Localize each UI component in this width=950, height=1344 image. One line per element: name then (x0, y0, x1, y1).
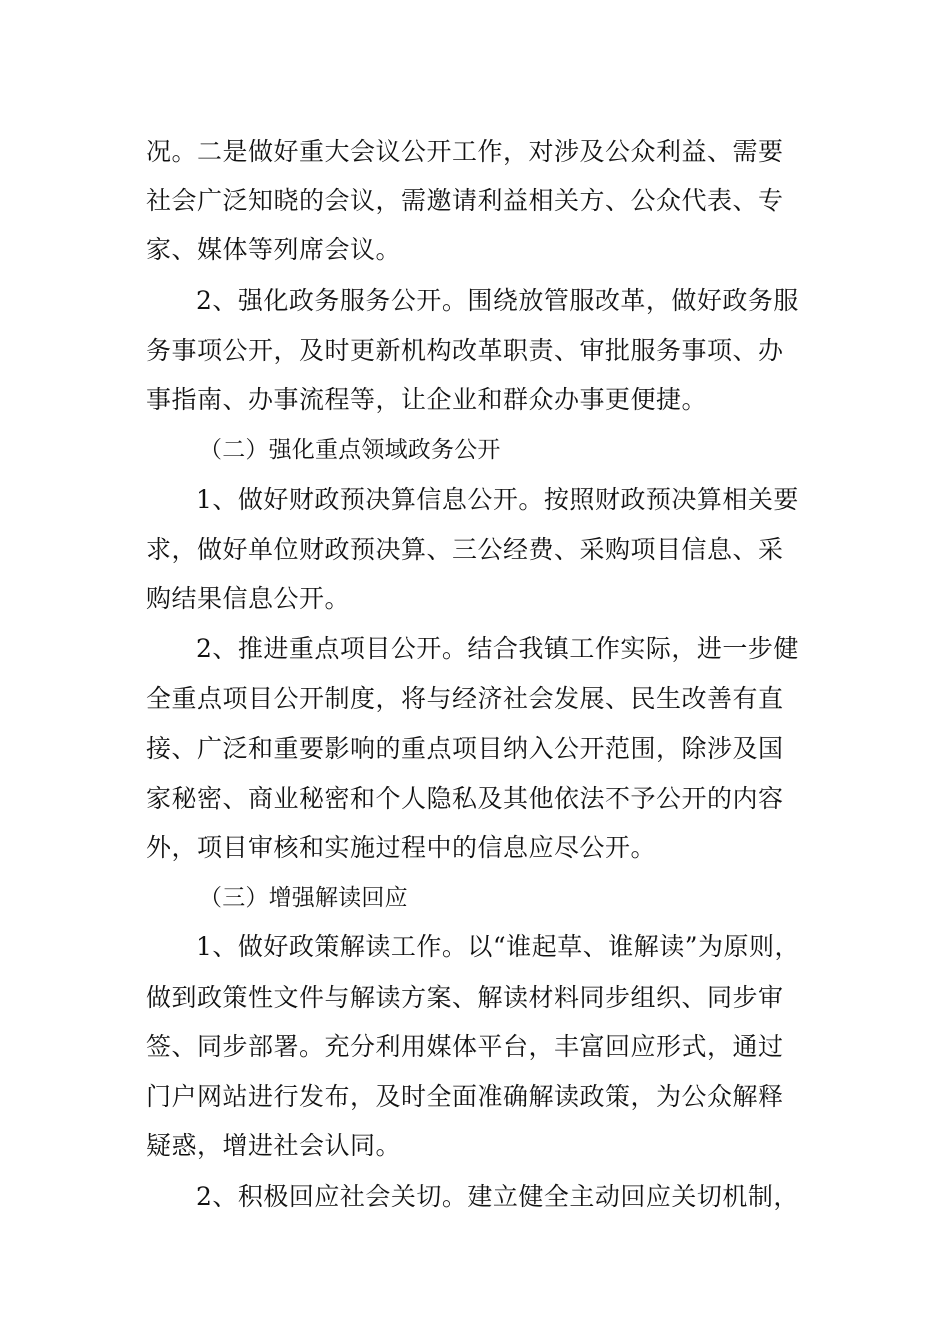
text-line: 社会广泛知晓的会议，需邀请利益相关方、公众代表、专 (146, 186, 784, 215)
section-heading: （三）增强解读回应 (199, 885, 408, 911)
text-line: 外，项目审核和实施过程中的信息应尽公开。 (146, 833, 657, 862)
text-line: 全重点项目公开制度，将与经济社会发展、民生改善有直 (146, 684, 784, 713)
paragraph-start: 2、强化政务服务公开。围绕放管服改革，做好政务服 (196, 286, 799, 315)
text-line: 况。二是做好重大会议公开工作，对涉及公众利益、需要 (146, 137, 784, 166)
text-line: 求，做好单位财政预决算、三公经费、采购项目信息、采 (146, 535, 784, 564)
text-line: 接、广泛和重要影响的重点项目纳入公开范围，除涉及国 (146, 734, 784, 763)
text-line: 家、媒体等列席会议。 (146, 235, 402, 264)
text-line: 事指南、办事流程等，让企业和群众办事更便捷。 (146, 385, 708, 414)
text-line: 门户网站进行发布，及时全面准确解读政策，为公众解释 (146, 1082, 784, 1111)
paragraph-start: 1、做好政策解读工作。以“谁起草、谁解读”为原则， (196, 932, 800, 961)
text-line: 购结果信息公开。 (146, 584, 351, 613)
paragraph-start: 1、做好财政预决算信息公开。按照财政预决算相关要 (196, 485, 799, 514)
section-heading: （二）强化重点领域政务公开 (199, 437, 501, 463)
paragraph-start: 2、积极回应社会关切。建立健全主动回应关切机制， (196, 1182, 799, 1211)
paragraph-start: 2、推进重点项目公开。结合我镇工作实际，进一步健 (196, 634, 799, 663)
text-line: 疑惑，增进社会认同。 (146, 1131, 402, 1160)
text-line: 家秘密、商业秘密和个人隐私及其他依法不予公开的内容 (146, 784, 784, 813)
text-line: 签、同步部署。充分利用媒体平台，丰富回应形式，通过 (146, 1032, 784, 1061)
text-line: 务事项公开，及时更新机构改革职责、审批服务事项、办 (146, 336, 784, 365)
text-line: 做到政策性文件与解读方案、解读材料同步组织、同步审 (146, 983, 784, 1012)
